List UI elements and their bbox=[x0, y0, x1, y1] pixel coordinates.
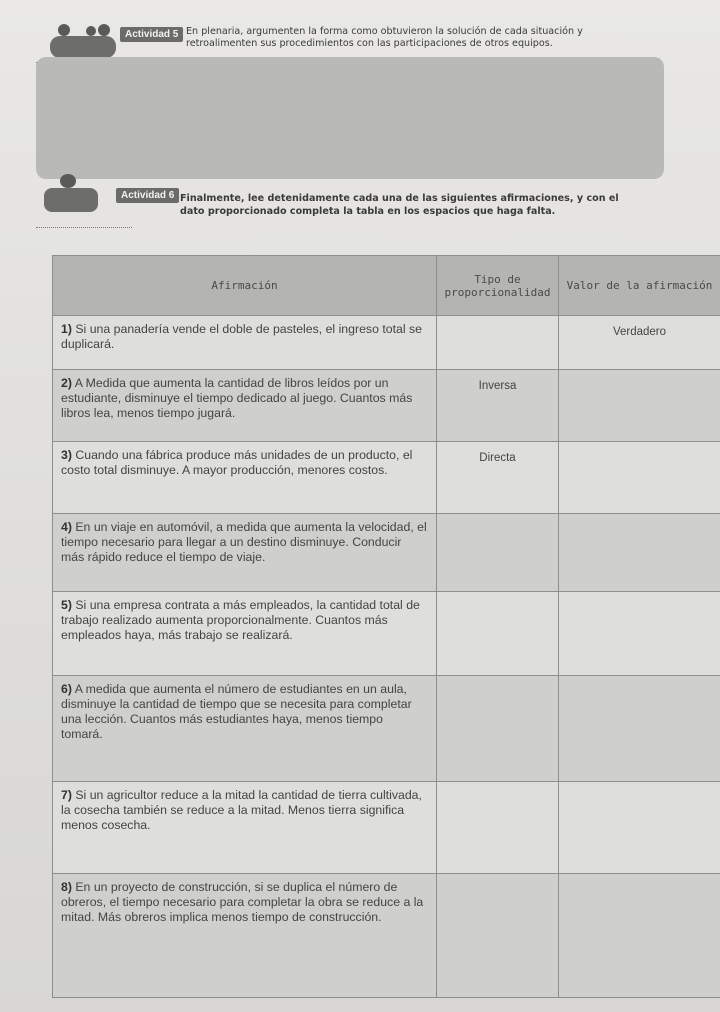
table-row bbox=[53, 592, 720, 676]
statement-text: A Medida que aumenta la cantidad de libros leídos por un estudiante, disminuye el tiempo dedicado al juego. Cuantos más libros lea, menos tiempo jugará. bbox=[61, 376, 413, 420]
table-row bbox=[53, 676, 720, 782]
value-cell[interactable] bbox=[559, 514, 720, 592]
type-cell[interactable] bbox=[437, 514, 559, 592]
activity-5-line-2: retroalimenten sus procedimientos con las participaciones de otros equipos. bbox=[186, 38, 553, 49]
type-cell[interactable] bbox=[437, 592, 559, 676]
table-row bbox=[53, 874, 720, 998]
header-type: Tipo de proporcionalidad bbox=[437, 256, 559, 316]
statement-number: 7) bbox=[61, 788, 72, 802]
statement-number: 1) bbox=[61, 322, 72, 336]
type-cell[interactable] bbox=[437, 676, 559, 782]
value-cell[interactable] bbox=[559, 676, 720, 782]
statement-number: 4) bbox=[61, 520, 72, 534]
value-cell[interactable] bbox=[559, 442, 720, 514]
activity-6-line-2: dato proporcionado completa la tabla en los espacios que haga falta. bbox=[180, 206, 556, 217]
statement-cell bbox=[53, 514, 437, 592]
statement-cell bbox=[53, 316, 437, 370]
statement-text: Si un agricultor reduce a la mitad la cantidad de tierra cultivada, la cosecha también se reduce a la mitad. Menos tierra significa menos cosecha. bbox=[61, 788, 422, 832]
statement-number: 2) bbox=[61, 376, 72, 390]
statement-cell bbox=[53, 442, 437, 514]
activity-5-line-1: En plenaria, argumenten la forma como obtuvieron la solución de cada situación y bbox=[186, 26, 583, 37]
statement-cell bbox=[53, 782, 437, 874]
table-row bbox=[53, 442, 720, 514]
type-cell[interactable] bbox=[437, 782, 559, 874]
answer-box[interactable] bbox=[36, 57, 664, 179]
activity-6-line-1: Finalmente, lee detenidamente cada una de las siguientes afirmaciones, y con el bbox=[180, 193, 619, 204]
proportionality-table bbox=[52, 255, 720, 998]
statement-number: 8) bbox=[61, 880, 72, 894]
statement-number: 5) bbox=[61, 598, 72, 612]
table-row bbox=[53, 370, 720, 442]
statement-cell bbox=[53, 592, 437, 676]
type-cell[interactable] bbox=[437, 874, 559, 998]
table-header-row bbox=[53, 256, 720, 316]
statement-cell bbox=[53, 874, 437, 998]
statement-number: 6) bbox=[61, 682, 72, 696]
value-cell[interactable]: Verdadero bbox=[559, 316, 720, 370]
value-cell[interactable] bbox=[559, 592, 720, 676]
type-cell[interactable] bbox=[437, 316, 559, 370]
statement-number: 3) bbox=[61, 448, 72, 462]
type-cell[interactable]: Directa bbox=[437, 442, 559, 514]
header-value: Valor de la afirmación bbox=[559, 256, 720, 316]
statement-text: En un proyecto de construcción, si se duplica el número de obreros, el tiempo necesario para completar la obra se reduce a la mitad. Más obreros implica menos tiempo de construcción. bbox=[61, 880, 424, 924]
table-row bbox=[53, 782, 720, 874]
statement-text: Cuando una fábrica produce más unidades de un producto, el costo total disminuye. A mayor producción, menores costos. bbox=[61, 448, 413, 477]
reading-student-illustration bbox=[38, 172, 122, 216]
value-cell[interactable] bbox=[559, 874, 720, 998]
activity-5-badge: Actividad 5 bbox=[120, 27, 183, 42]
value-cell[interactable] bbox=[559, 370, 720, 442]
statement-text: Si una panadería vende el doble de pasteles, el ingreso total se duplicará. bbox=[61, 322, 422, 351]
statement-cell bbox=[53, 676, 437, 782]
statement-text: A medida que aumenta el número de estudiantes en un aula, disminuye la cantidad de tiempo que se necesita para completar una lección. Cuantos más estudiantes haya, menos tiempo tomará. bbox=[61, 682, 412, 741]
header-statement: Afirmación bbox=[53, 256, 437, 316]
activity-6-badge: Actividad 6 bbox=[116, 188, 179, 203]
table-row bbox=[53, 316, 720, 370]
statement-text: Si una empresa contrata a más empleados, la cantidad total de trabajo realizado aumenta proporcionalmente. Cuantos más empleados haya, más trabajo se realizará. bbox=[61, 598, 420, 642]
statement-text: En un viaje en automóvil, a medida que aumenta la velocidad, el tiempo necesario para llegar a un destino disminuye. Conducir más rápido reduce el tiempo de viaje. bbox=[61, 520, 427, 564]
value-cell[interactable] bbox=[559, 782, 720, 874]
type-cell[interactable]: Inversa bbox=[437, 370, 559, 442]
table-row bbox=[53, 514, 720, 592]
statement-cell bbox=[53, 370, 437, 442]
